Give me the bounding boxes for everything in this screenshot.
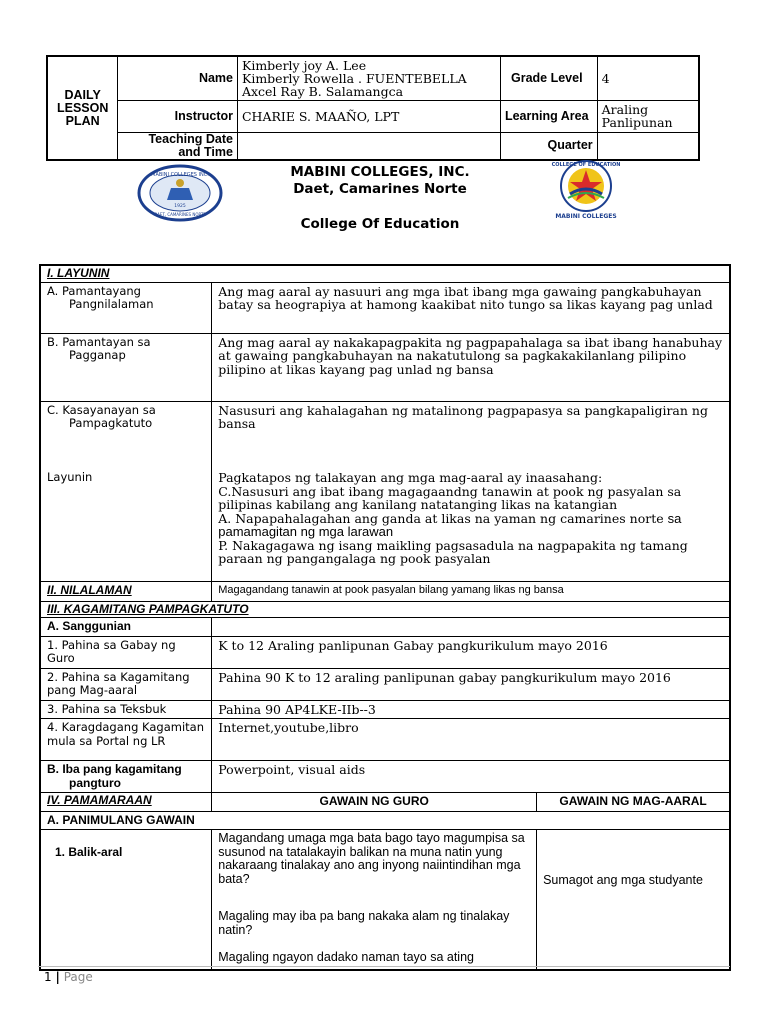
- row-text-kagamitang-mag-aaral: Pahina 90 K to 12 araling panlipunan gabay pangkurikulum mayo 2016: [212, 668, 730, 700]
- mabini-seal-logo: [137, 164, 223, 222]
- guro-paragraph-1: Magandang umaga mga bata bago tayo magumpisa sa susunod na tatalakayin balikan na muna natin yung nakaraang tinalakay ano ang inyong naiintindihan mga bata?: [218, 831, 525, 886]
- footer-separator: |: [55, 970, 60, 984]
- lesson-plan-table: [39, 264, 731, 971]
- panimulang-gawain: A. PANIMULANG GAWAIN: [40, 811, 730, 830]
- dlp-title: [47, 56, 118, 160]
- row-text-iba-pang-kagamitang: Powerpoint, visual aids: [212, 761, 730, 793]
- date-label-2: and Time: [178, 144, 233, 159]
- row-label-teksbuk: 3. Pahina sa Teksbuk: [40, 700, 212, 719]
- layunin-intro: Pagkatapos ng talakayan ang mga mag-aaral ay inaasahang:: [218, 470, 603, 485]
- name-label: Name: [118, 56, 238, 100]
- name-values: [237, 56, 500, 100]
- school-name: MABINI COLLEGES, INC.: [290, 164, 470, 180]
- row-label-kasanayan: C. Kasayanayan sa Pampagkatuto: [40, 401, 212, 469]
- row-label-karagdagang: 4. Karagdagang Kagamitan mula sa Portal ng LR: [40, 719, 212, 761]
- coe-logo-top-text: COLLEGE OF EDUCATION: [551, 162, 621, 168]
- seal-bottom-text: DAET, CAMARINES NORTE: [154, 212, 206, 217]
- row-text-pamantayan-pagganap: Ang mag aaral ay nakakapagpakita ng pagpapahalaga sa ibat ibang hanabuhay at gawaing pangkabuhayan na nakatutulong sa pagkakakilanlang pilipino pilipino at likas kayang pag unlad ng bansa: [212, 333, 730, 401]
- guro-paragraph-3: Magaling ngayon dadako naman tayo sa ating: [218, 950, 474, 964]
- guro-paragraph-2: Magaling may iba pa bang nakaka alam ng tinalakay natin?: [218, 909, 510, 937]
- row-text-gabay-guro: K to 12 Araling panlipunan Gabay pangkurikulum mayo 2016: [212, 636, 730, 668]
- name-3: Axcel Ray B. Salamangca: [241, 84, 404, 99]
- row-label-iba-pang-kagamitang: B. Iba pang kagamitang pangturo: [40, 761, 212, 793]
- row-text-pamantayang-pangnilalaman: Ang mag aaral ay nasuuri ang mga ibat ibang mga gawaing pangkabuhayan batay sa heograpiya at hamong kaakibat nito tungo sa likas kayang pag unlad: [212, 282, 730, 333]
- balik-aral-guro: [212, 830, 537, 970]
- col-gawain-mag-aaral: GAWAIN NG MAG-AARAL: [537, 793, 730, 812]
- col-gawain-guro: GAWAIN NG GURO: [212, 793, 537, 812]
- quarter-label: Quarter: [500, 132, 597, 160]
- page-word: Page: [63, 970, 93, 984]
- seal-top-text: MABINI COLLEGES INC.: [151, 172, 209, 178]
- area-value-1: Araling: [601, 102, 649, 117]
- date-label-1: Teaching Date: [148, 131, 233, 146]
- seal-year-text: 1925: [174, 204, 186, 209]
- area-label: Learning Area: [500, 100, 597, 132]
- sanggunian-empty: [212, 618, 730, 637]
- school-address: Daet, Camarines Norte: [293, 181, 467, 197]
- date-value: [237, 132, 500, 160]
- sanggunian-label: A. Sanggunian: [40, 618, 212, 637]
- page-number: 1: [44, 970, 52, 984]
- layunin-a: A. Napapahalagahan ang ganda at likas na yaman ng camarines norte sa pamamagitan ng mga larawan: [218, 510, 682, 539]
- name-1: Kimberly joy A. Lee: [241, 58, 367, 73]
- section-nilalaman: II. NILALAMAN: [40, 581, 212, 601]
- row-text-layunin: [212, 469, 730, 581]
- footer-divider: [38, 966, 730, 967]
- quarter-value: [597, 132, 699, 160]
- balik-aral-mag-aaral: Sumagot ang mga studyante: [537, 830, 730, 970]
- row-label-gabay-guro: 1. Pahina sa Gabay ng Guro: [40, 636, 212, 668]
- section-pamamaraan: IV. PAMAMARAAN: [40, 793, 212, 812]
- college-name: College Of Education: [300, 216, 460, 232]
- grade-value: 4: [597, 56, 699, 100]
- header-table: [46, 55, 700, 161]
- instructor-label: Instructor: [118, 100, 238, 132]
- college-of-education-logo: [540, 158, 632, 224]
- layunin-p: P. Nakagagawa ng isang maikling pagsasadula na nagpapakita ng tamang paraan ng pangangalaga ng pook pasyalan: [218, 537, 688, 566]
- dlp-line-1: DAILY: [64, 87, 101, 102]
- area-value: [597, 100, 699, 132]
- row-text-teksbuk: Pahina 90 AP4LKE-IIb--3: [212, 700, 730, 719]
- name-2: Kimberly Rowella . FUENTEBELLA: [241, 71, 467, 86]
- area-value-2: Panlipunan: [601, 115, 673, 130]
- row-label-pamantayan-pagganap: B. Pamantayan sa Pagganap: [40, 333, 212, 401]
- dlp-line-3: PLAN: [65, 113, 100, 128]
- row-label-kagamitang-mag-aaral: 2. Pahina sa Kagamitang pang Mag-aaral: [40, 668, 212, 700]
- dlp-line-2: LESSON: [56, 100, 109, 115]
- row-text-kasanayan: Nasusuri ang kahalagahan ng matalinong pagpapasya sa pangkapaligiran ng bansa: [212, 401, 730, 469]
- layunin-c: C.Nasusuri ang ibat ibang magagaandng tanawin at pook ng pasyalan sa pilipinas kabilang ang kanilang natatanging likas na katangian: [218, 483, 682, 512]
- row-text-karagdagang: Internet,youtube,libro: [212, 719, 730, 761]
- coe-logo-bottom-text: MABINI COLLEGES: [555, 213, 617, 220]
- grade-label: Grade Level: [500, 56, 597, 100]
- section-kagamitang: III. KAGAMITANG PAMPAGKATUTO: [40, 601, 730, 618]
- row-text-nilalaman: Magagandang tanawin at pook pasyalan bilang yamang likas ng bansa: [212, 581, 730, 601]
- page-footer: [44, 970, 93, 984]
- row-label-layunin: Layunin: [40, 469, 212, 581]
- balik-aral-label: 1. Balik-aral: [40, 830, 212, 970]
- section-layunin: I. LAYUNIN: [40, 265, 730, 282]
- instructor-value: CHARIE S. MAAÑO, LPT: [237, 100, 500, 132]
- date-label: [118, 132, 238, 160]
- row-label-pamantayang-pangnilalaman: A. Pamantayang Pangnilalaman: [40, 282, 212, 333]
